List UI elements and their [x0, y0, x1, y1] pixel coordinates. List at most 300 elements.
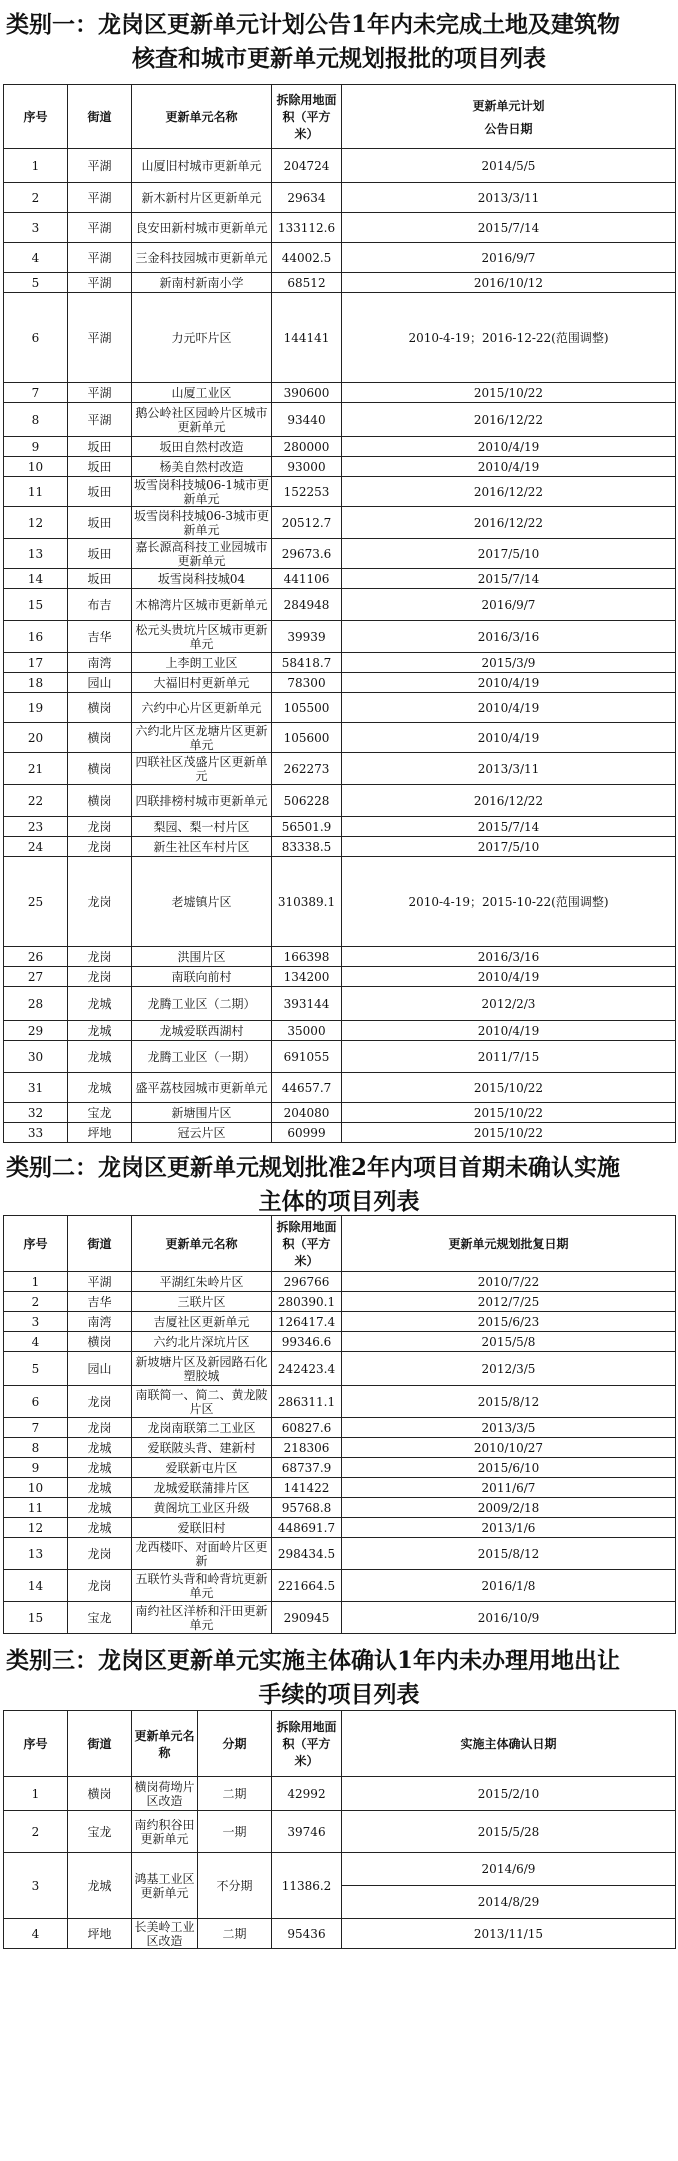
cell-date — [342, 1853, 676, 1919]
cell-name: 六约北片深坑片区 — [132, 1332, 272, 1352]
cell-street: 横岗 — [68, 785, 132, 817]
cell-name: 三金科技园城市更新单元 — [132, 243, 272, 273]
cell-area: 29673.6 — [272, 539, 342, 569]
table-row — [4, 183, 676, 213]
section2-title-line1: 类别二：龙岗区更新单元规划批准2年内项目首期未确认实施 — [6, 1154, 621, 1181]
cell-area: 152253 — [272, 477, 342, 507]
cell-date: 2012/7/25 — [342, 1292, 676, 1312]
cell-date: 2015/6/10 — [342, 1458, 676, 1478]
cell-area: 166398 — [272, 947, 342, 967]
cell-date: 2013/3/5 — [342, 1418, 676, 1438]
cell-date: 2011/7/15 — [342, 1041, 676, 1073]
cell-name: 南约社区洋桥和汗田更新单元 — [132, 1602, 272, 1634]
cell-area: 284948 — [272, 589, 342, 621]
cell-area: 441106 — [272, 569, 342, 589]
cell-no: 12 — [4, 1518, 68, 1538]
cell-no: 2 — [4, 1292, 68, 1312]
table-row — [4, 653, 676, 673]
table-row — [4, 507, 676, 539]
cell-no: 20 — [4, 723, 68, 753]
cell-area: 60827.6 — [272, 1418, 342, 1438]
cell-street: 坂田 — [68, 437, 132, 457]
section1-table — [3, 84, 676, 1143]
header-name: 更新单元名称 — [132, 1711, 198, 1777]
table-row — [4, 1272, 676, 1292]
cell-name: 爱联旧村 — [132, 1518, 272, 1538]
cell-street: 宝龙 — [68, 1811, 132, 1853]
cell-area: 280000 — [272, 437, 342, 457]
cell-area: 506228 — [272, 785, 342, 817]
cell-no: 19 — [4, 693, 68, 723]
cell-no: 3 — [4, 1312, 68, 1332]
cell-no: 11 — [4, 1498, 68, 1518]
table-row — [4, 987, 676, 1021]
cell-name: 坂雪岗科技城04 — [132, 569, 272, 589]
cell-name: 四联排榜村城市更新单元 — [132, 785, 272, 817]
cell-date: 2013/3/11 — [342, 753, 676, 785]
cell-no: 24 — [4, 837, 68, 857]
cell-date: 2016/12/22 — [342, 477, 676, 507]
cell-date: 2016/9/7 — [342, 589, 676, 621]
cell-name: 龙城爱联西湖村 — [132, 1021, 272, 1041]
cell-area: 280390.1 — [272, 1292, 342, 1312]
cell-name: 鹅公岭社区园岭片区城市更新单元 — [132, 403, 272, 437]
cell-name: 平湖红朱岭片区 — [132, 1272, 272, 1292]
cell-no: 5 — [4, 1352, 68, 1386]
cell-no: 16 — [4, 621, 68, 653]
cell-name: 龙西楼吓、对面岭片区更新 — [132, 1538, 272, 1570]
table-row — [4, 437, 676, 457]
section2-table — [3, 1215, 676, 1634]
cell-street: 龙岗 — [68, 1538, 132, 1570]
cell-area: 95768.8 — [272, 1498, 342, 1518]
table-row — [4, 1478, 676, 1498]
cell-name: 南联简一、简二、黄龙陂片区 — [132, 1386, 272, 1418]
cell-name: 龙腾工业区（二期） — [132, 987, 272, 1021]
cell-name: 新生社区车村片区 — [132, 837, 272, 857]
table-row — [4, 1352, 676, 1386]
table-row — [4, 753, 676, 785]
cell-date: 2016/12/22 — [342, 785, 676, 817]
cell-name: 嘉长源高科技工业园城市更新单元 — [132, 539, 272, 569]
header-no: 序号 — [4, 85, 68, 149]
cell-area: 93440 — [272, 403, 342, 437]
cell-area: 204724 — [272, 149, 342, 183]
cell-area: 39939 — [272, 621, 342, 653]
cell-phase: 一期 — [198, 1811, 272, 1853]
section3-title-line1: 类别三：龙岗区更新单元实施主体确认1年内未办理用地出让 — [6, 1647, 621, 1674]
cell-street: 平湖 — [68, 1272, 132, 1292]
cell-date: 2016/10/12 — [342, 273, 676, 293]
cell-name: 洪围片区 — [132, 947, 272, 967]
cell-date: 2013/3/11 — [342, 183, 676, 213]
cell-name: 新南村新南小学 — [132, 273, 272, 293]
cell-street: 龙城 — [68, 987, 132, 1021]
cell-name: 六约中心片区更新单元 — [132, 693, 272, 723]
cell-date: 2012/3/5 — [342, 1352, 676, 1386]
table-row — [4, 1919, 676, 1949]
cell-area: 99346.6 — [272, 1332, 342, 1352]
cell-no: 17 — [4, 653, 68, 673]
cell-street: 平湖 — [68, 149, 132, 183]
cell-area: 93000 — [272, 457, 342, 477]
section1-title-line2: 核查和城市更新单元规划报批的项目列表 — [132, 45, 546, 72]
cell-street: 龙城 — [68, 1518, 132, 1538]
cell-no: 10 — [4, 457, 68, 477]
cell-date-second: 2014/8/29 — [477, 1895, 540, 1909]
table-row — [4, 1458, 676, 1478]
cell-area: 83338.5 — [272, 837, 342, 857]
cell-area: 126417.4 — [272, 1312, 342, 1332]
cell-date: 2010/7/22 — [342, 1272, 676, 1292]
cell-no: 12 — [4, 507, 68, 539]
cell-date: 2017/5/10 — [342, 837, 676, 857]
cell-no: 15 — [4, 589, 68, 621]
section2-title-line2: 主体的项目列表 — [258, 1188, 420, 1215]
header-date: 实施主体确认日期 — [342, 1711, 676, 1777]
cell-name: 力元吓片区 — [132, 293, 272, 383]
table-row — [4, 383, 676, 403]
table-row — [4, 693, 676, 723]
header-date-line2: 公告日期 — [484, 121, 533, 136]
table-row — [4, 673, 676, 693]
table-row — [4, 477, 676, 507]
cell-no: 10 — [4, 1478, 68, 1498]
section2-body — [4, 1272, 676, 1634]
section2-title — [0, 1143, 678, 1215]
section1-title-line1: 类别一：龙岗区更新单元计划公告1年内未完成土地及建筑物 — [6, 11, 621, 38]
cell-no: 13 — [4, 1538, 68, 1570]
cell-name: 山厦旧村城市更新单元 — [132, 149, 272, 183]
cell-no: 14 — [4, 569, 68, 589]
cell-name: 盛平荔枝园城市更新单元 — [132, 1073, 272, 1103]
cell-name: 木棉湾片区城市更新单元 — [132, 589, 272, 621]
cell-area: 218306 — [272, 1438, 342, 1458]
cell-area: 44002.5 — [272, 243, 342, 273]
header-name: 更新单元名称 — [132, 85, 272, 149]
cell-no: 3 — [4, 1853, 68, 1919]
cell-street: 坂田 — [68, 569, 132, 589]
cell-no: 9 — [4, 1458, 68, 1478]
cell-street: 横岗 — [68, 1777, 132, 1811]
cell-street: 平湖 — [68, 293, 132, 383]
cell-street: 吉华 — [68, 1292, 132, 1312]
cell-no: 6 — [4, 1386, 68, 1418]
header-area: 拆除用地面积（平方米） — [272, 1711, 342, 1777]
table-row — [4, 1518, 676, 1538]
cell-date: 2015/10/22 — [342, 1103, 676, 1123]
cell-date: 2017/5/10 — [342, 539, 676, 569]
table-row — [4, 1312, 676, 1332]
header-street: 街道 — [68, 1711, 132, 1777]
cell-date: 2013/1/6 — [342, 1518, 676, 1538]
cell-street: 坪地 — [68, 1919, 132, 1949]
cell-area: 141422 — [272, 1478, 342, 1498]
cell-date: 2013/11/15 — [342, 1919, 676, 1949]
header-date-line1: 更新单元计划 — [472, 98, 545, 113]
cell-no: 23 — [4, 817, 68, 837]
table-row — [4, 857, 676, 947]
table-row — [4, 1570, 676, 1602]
table-row — [4, 837, 676, 857]
cell-name: 坂雪岗科技城06-3城市更新单元 — [132, 507, 272, 539]
cell-date: 2015/10/22 — [342, 1123, 676, 1143]
table-row — [4, 947, 676, 967]
cell-no: 4 — [4, 1332, 68, 1352]
section2-header-row — [4, 1216, 676, 1272]
cell-name: 新坡塘片区及新园路石化塑胶城 — [132, 1352, 272, 1386]
table-row — [4, 723, 676, 753]
cell-street: 龙城 — [68, 1021, 132, 1041]
cell-area: 105500 — [272, 693, 342, 723]
section3-title-line2: 手续的项目列表 — [258, 1681, 420, 1708]
cell-name: 龙腾工业区（一期） — [132, 1041, 272, 1073]
table-row — [4, 149, 676, 183]
cell-date: 2016/3/16 — [342, 621, 676, 653]
table-row — [4, 621, 676, 653]
cell-phase: 二期 — [198, 1919, 272, 1949]
cell-no: 14 — [4, 1570, 68, 1602]
cell-area: 68512 — [272, 273, 342, 293]
cell-name: 吉厦社区更新单元 — [132, 1312, 272, 1332]
cell-street: 横岗 — [68, 753, 132, 785]
cell-date: 2010/4/19 — [342, 967, 676, 987]
table-row — [4, 293, 676, 383]
cell-no: 25 — [4, 857, 68, 947]
cell-name: 良安田新村城市更新单元 — [132, 213, 272, 243]
cell-date: 2010-4-19；2015-10-22(范围调整) — [342, 857, 676, 947]
cell-street: 横岗 — [68, 693, 132, 723]
cell-name: 龙岗南联第二工业区 — [132, 1418, 272, 1438]
cell-name: 松元头贵坑片区城市更新单元 — [132, 621, 272, 653]
cell-street: 平湖 — [68, 213, 132, 243]
cell-street: 龙岗 — [68, 1386, 132, 1418]
cell-date: 2015/3/9 — [342, 653, 676, 673]
cell-name: 南约积谷田更新单元 — [132, 1811, 198, 1853]
cell-date: 2010/4/19 — [342, 723, 676, 753]
header-name: 更新单元名称 — [132, 1216, 272, 1272]
cell-street: 龙城 — [68, 1073, 132, 1103]
cell-street: 南湾 — [68, 653, 132, 673]
cell-name: 新木新村片区更新单元 — [132, 183, 272, 213]
table-row — [4, 1777, 676, 1811]
cell-no: 29 — [4, 1021, 68, 1041]
table-row — [4, 817, 676, 837]
cell-name: 鸿基工业区更新单元 — [132, 1853, 198, 1919]
cell-name: 上李朗工业区 — [132, 653, 272, 673]
cell-no: 2 — [4, 1811, 68, 1853]
cell-date: 2016/12/22 — [342, 403, 676, 437]
table-row — [4, 1538, 676, 1570]
cell-name: 坂田自然村改造 — [132, 437, 272, 457]
cell-area: 56501.9 — [272, 817, 342, 837]
cell-name: 梨园、梨一村片区 — [132, 817, 272, 837]
cell-street: 龙城 — [68, 1041, 132, 1073]
cell-area: 44657.7 — [272, 1073, 342, 1103]
cell-name: 三联片区 — [132, 1292, 272, 1312]
cell-name: 四联社区茂盛片区更新单元 — [132, 753, 272, 785]
cell-name: 山厦工业区 — [132, 383, 272, 403]
cell-no: 8 — [4, 1438, 68, 1458]
cell-date: 2012/2/3 — [342, 987, 676, 1021]
cell-street: 坪地 — [68, 1123, 132, 1143]
cell-name: 坂雪岗科技城06-1城市更新单元 — [132, 477, 272, 507]
cell-name: 爱联陂头背、建新村 — [132, 1438, 272, 1458]
cell-area: 35000 — [272, 1021, 342, 1041]
cell-area: 310389.1 — [272, 857, 342, 947]
cell-street: 坂田 — [68, 477, 132, 507]
table-row — [4, 213, 676, 243]
cell-no: 26 — [4, 947, 68, 967]
cell-area: 390600 — [272, 383, 342, 403]
cell-no: 4 — [4, 1919, 68, 1949]
table-row — [4, 539, 676, 569]
cell-no: 33 — [4, 1123, 68, 1143]
cell-name: 爱联新屯片区 — [132, 1458, 272, 1478]
cell-area: 242423.4 — [272, 1352, 342, 1386]
table-row — [4, 457, 676, 477]
cell-date: 2015/5/28 — [342, 1811, 676, 1853]
cell-area: 298434.5 — [272, 1538, 342, 1570]
cell-area: 58418.7 — [272, 653, 342, 673]
cell-street: 龙岗 — [68, 817, 132, 837]
cell-street: 龙岗 — [68, 857, 132, 947]
table-row — [4, 1123, 676, 1143]
header-area: 拆除用地面积（平方米） — [272, 85, 342, 149]
cell-area: 286311.1 — [272, 1386, 342, 1418]
cell-name: 龙城爱联蒲排片区 — [132, 1478, 272, 1498]
cell-street: 横岗 — [68, 723, 132, 753]
cell-area: 448691.7 — [272, 1518, 342, 1538]
cell-street: 坂田 — [68, 539, 132, 569]
cell-name: 冠云片区 — [132, 1123, 272, 1143]
cell-area: 133112.6 — [272, 213, 342, 243]
cell-area: 39746 — [272, 1811, 342, 1853]
cell-date: 2010/4/19 — [342, 1021, 676, 1041]
table-row — [4, 1021, 676, 1041]
cell-no: 32 — [4, 1103, 68, 1123]
table-row — [4, 1438, 676, 1458]
cell-date: 2015/7/14 — [342, 817, 676, 837]
cell-date: 2015/8/12 — [342, 1538, 676, 1570]
cell-no: 1 — [4, 149, 68, 183]
cell-date: 2015/5/8 — [342, 1332, 676, 1352]
table-row — [4, 1602, 676, 1634]
table-row — [4, 569, 676, 589]
section3-table — [3, 1710, 676, 1949]
cell-no: 3 — [4, 213, 68, 243]
cell-area: 29634 — [272, 183, 342, 213]
cell-date: 2010-4-19；2016-12-22(范围调整) — [342, 293, 676, 383]
cell-no: 1 — [4, 1777, 68, 1811]
cell-street: 龙岗 — [68, 967, 132, 987]
cell-street: 龙城 — [68, 1458, 132, 1478]
section3-body — [4, 1777, 676, 1949]
cell-street: 横岗 — [68, 1332, 132, 1352]
cell-no: 1 — [4, 1272, 68, 1292]
table-row — [4, 1386, 676, 1418]
cell-date: 2015/6/23 — [342, 1312, 676, 1332]
cell-date: 2011/6/7 — [342, 1478, 676, 1498]
cell-street: 宝龙 — [68, 1103, 132, 1123]
table-row — [4, 1103, 676, 1123]
section1-title — [0, 0, 678, 84]
cell-date: 2015/10/22 — [342, 1073, 676, 1103]
cell-name: 六约北片区龙塘片区更新单元 — [132, 723, 272, 753]
section3-header-row — [4, 1711, 676, 1777]
cell-street: 平湖 — [68, 243, 132, 273]
cell-date: 2010/4/19 — [342, 673, 676, 693]
cell-area: 68737.9 — [272, 1458, 342, 1478]
cell-no: 15 — [4, 1602, 68, 1634]
header-phase: 分期 — [198, 1711, 272, 1777]
header-date: 更新单元规划批复日期 — [342, 1216, 676, 1272]
cell-no: 9 — [4, 437, 68, 457]
cell-area: 691055 — [272, 1041, 342, 1073]
cell-date: 2010/10/27 — [342, 1438, 676, 1458]
cell-area: 20512.7 — [272, 507, 342, 539]
cell-area: 95436 — [272, 1919, 342, 1949]
table-row — [4, 243, 676, 273]
table-row — [4, 1073, 676, 1103]
cell-street: 平湖 — [68, 383, 132, 403]
cell-date: 2016/9/7 — [342, 243, 676, 273]
cell-date: 2015/8/12 — [342, 1386, 676, 1418]
cell-no: 27 — [4, 967, 68, 987]
cell-street: 龙岗 — [68, 1418, 132, 1438]
cell-date: 2014/5/5 — [342, 149, 676, 183]
cell-no: 21 — [4, 753, 68, 785]
header-area: 拆除用地面积（平方米） — [272, 1216, 342, 1272]
cell-street: 龙岗 — [68, 1570, 132, 1602]
table-row — [4, 1292, 676, 1312]
cell-area: 262273 — [272, 753, 342, 785]
cell-date: 2010/4/19 — [342, 457, 676, 477]
table-row — [4, 967, 676, 987]
cell-street: 宝龙 — [68, 1602, 132, 1634]
cell-date: 2016/12/22 — [342, 507, 676, 539]
cell-name: 黄阁坑工业区升级 — [132, 1498, 272, 1518]
cell-street: 龙城 — [68, 1853, 132, 1919]
cell-date: 2016/1/8 — [342, 1570, 676, 1602]
cell-no: 11 — [4, 477, 68, 507]
cell-area: 78300 — [272, 673, 342, 693]
cell-no: 7 — [4, 1418, 68, 1438]
table-row — [4, 1853, 676, 1919]
cell-street: 龙城 — [68, 1438, 132, 1458]
cell-street: 龙岗 — [68, 837, 132, 857]
cell-street: 布吉 — [68, 589, 132, 621]
cell-no: 2 — [4, 183, 68, 213]
header-no: 序号 — [4, 1711, 68, 1777]
cell-area: 11386.2 — [272, 1853, 342, 1919]
cell-date: 2016/10/9 — [342, 1602, 676, 1634]
cell-no: 5 — [4, 273, 68, 293]
cell-area: 290945 — [272, 1602, 342, 1634]
cell-area: 105600 — [272, 723, 342, 753]
cell-street: 龙城 — [68, 1498, 132, 1518]
cell-no: 22 — [4, 785, 68, 817]
table-row — [4, 1418, 676, 1438]
cell-no: 31 — [4, 1073, 68, 1103]
cell-area: 134200 — [272, 967, 342, 987]
cell-area: 393144 — [272, 987, 342, 1021]
cell-name: 大福旧村更新单元 — [132, 673, 272, 693]
cell-no: 6 — [4, 293, 68, 383]
cell-date: 2016/3/16 — [342, 947, 676, 967]
section3-title — [0, 1634, 678, 1710]
cell-street: 平湖 — [68, 403, 132, 437]
